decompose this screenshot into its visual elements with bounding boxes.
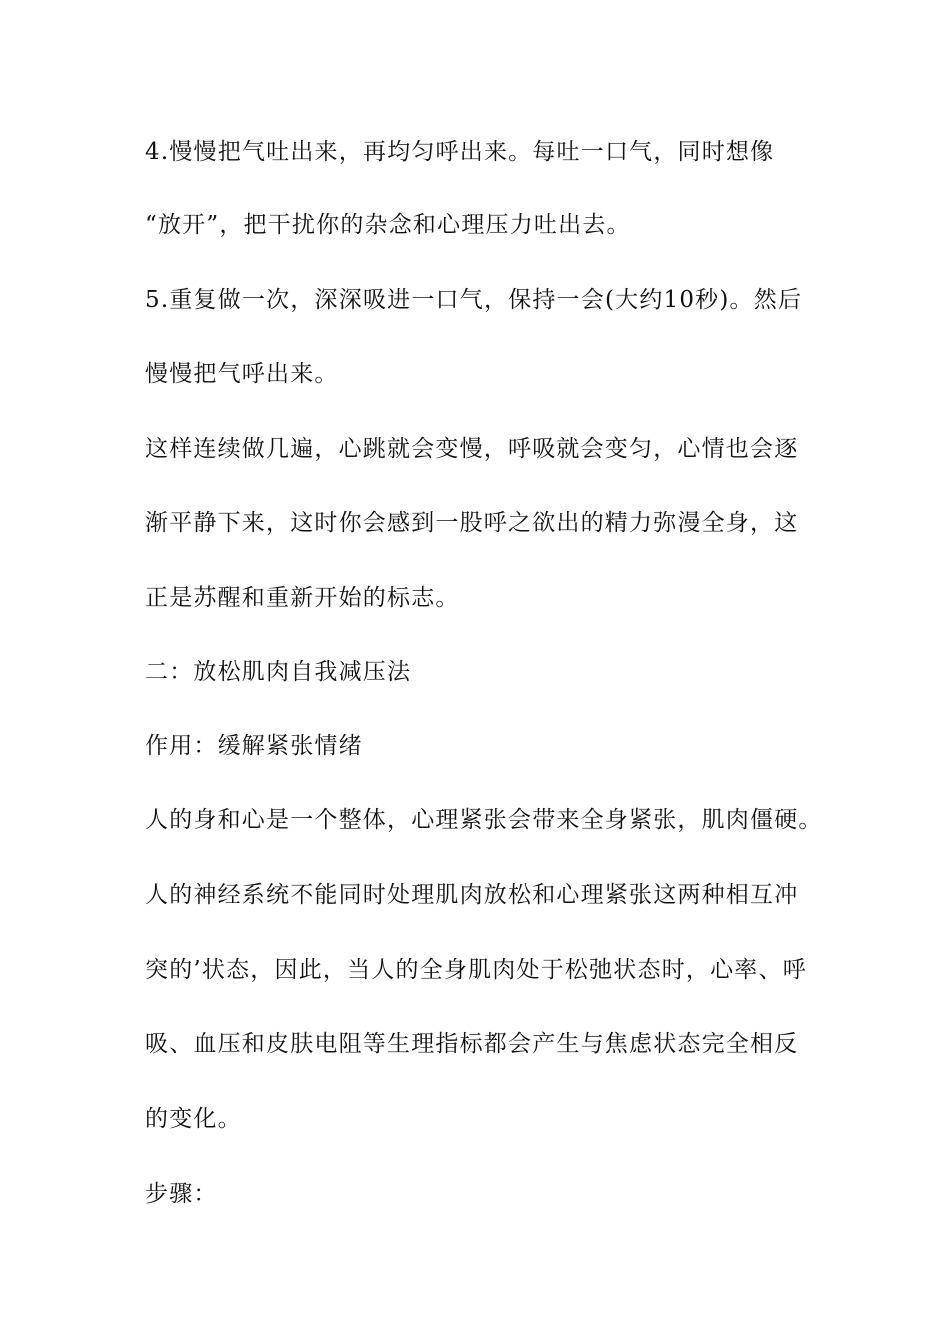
paragraph-line: 这样连续做几遍，心跳就会变慢，呼吸就会变匀，心情也会逐 [145,436,799,462]
paragraph-line: “放开”，把干扰你的杂念和心理压力吐出去。 [145,212,631,238]
paragraph-line: 人的身和心是一个整体，心理紧张会带来全身紧张，肌肉僵硬。 [145,807,823,833]
paragraph-line: 人的神经系统不能同时处理肌肉放松和心理紧张这两种相互冲 [145,882,799,908]
paragraph-line: 慢慢把气呼出来。 [145,361,339,387]
section-heading: 二：放松肌肉自我减压法 [145,659,412,685]
purpose-line: 作用：缓解紧张情绪 [145,733,363,759]
paragraph-line: 吸、血压和皮肤电阻等生理指标都会产生与焦虑状态完全相反 [145,1031,799,1057]
paragraph-line: 的变化。 [145,1106,242,1132]
paragraph-line: 渐平静下来，这时你会感到一股呼之欲出的精力弥漫全身，这 [145,510,799,536]
paragraph-line: 突的’状态，因此，当人的全身肌肉处于松弛状态时，心率、呼 [145,957,807,983]
paragraph-line: 正是苏醒和重新开始的标志。 [145,585,460,611]
steps-label: 步骤： [145,1181,218,1207]
paragraph-line: 5.重复做一次，深深吸进一口气，保持一会(大约10秒)。然后 [145,287,803,313]
paragraph-line: 4.慢慢把气吐出来，再均匀呼出来。每吐一口气，同时想像 [145,139,775,165]
